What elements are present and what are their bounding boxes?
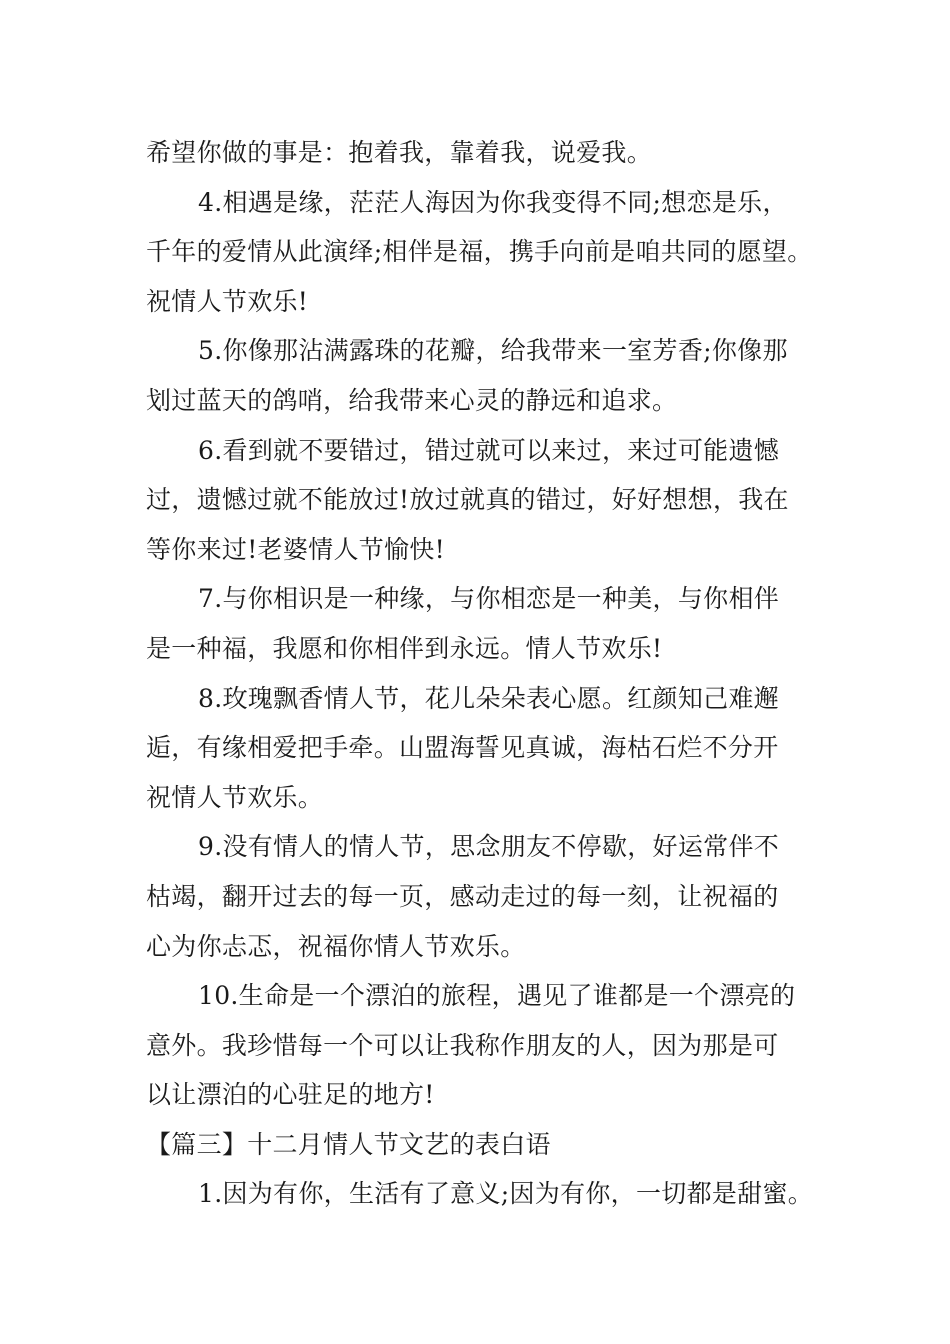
text-line: 4.相遇是缘，茫茫人海因为你我变得不同;想恋是乐， [198,187,788,217]
text-line: 过，遗憾过就不能放过!放过就真的错过，好好想想，我在 [146,485,789,515]
text-line: 7.与你相识是一种缘，与你相恋是一种美，与你相伴 [198,584,780,614]
text-line: 划过蓝天的鸽哨，给我带来心灵的静远和追求。 [146,385,678,415]
text-line: 以让漂泊的心驻足的地方! [146,1080,435,1110]
text-line: 祝情人节欢乐! [146,286,309,316]
text-line: 祝情人节欢乐。 [146,782,324,812]
text-line: 9.没有情人的情人节，思念朋友不停歇，好运常伴不 [198,832,780,862]
text-line: 等你来过!老婆情人节愉快! [146,534,445,564]
text-line: 心为你忐忑，祝福你情人节欢乐。 [146,931,526,961]
section-heading: 【篇三】十二月情人节文艺的表白语 [146,1129,551,1159]
text-line: 枯竭，翻开过去的每一页，感动走过的每一刻，让祝福的 [146,881,779,911]
text-line: 5.你像那沾满露珠的花瓣，给我带来一室芳香;你像那 [198,336,788,366]
text-line: 6.看到就不要错过，错过就可以来过，来过可能遗憾 [198,435,780,465]
text-line: 千年的爱情从此演绎;相伴是福，携手向前是咱共同的愿望。 [146,237,813,267]
text-line: 1.因为有你，生活有了意义;因为有你，一切都是甜蜜。 [198,1179,814,1209]
text-line: 10.生命是一个漂泊的旅程，遇见了谁都是一个漂亮的 [198,981,796,1011]
text-line: 是一种福，我愿和你相伴到永远。情人节欢乐! [146,633,663,663]
document-body [146,128,826,1219]
text-line: 希望你做的事是：抱着我，靠着我，说爱我。 [146,138,653,167]
text-line: 8.玫瑰飘香情人节，花儿朵朵表心愿。红颜知己难邂 [198,683,780,713]
text-line: 意外。我珍惜每一个可以让我称作朋友的人，因为那是可 [146,1030,779,1060]
text-line: 逅，有缘相爱把手牵。山盟海誓见真诚，海枯石烂不分开 [146,733,779,763]
